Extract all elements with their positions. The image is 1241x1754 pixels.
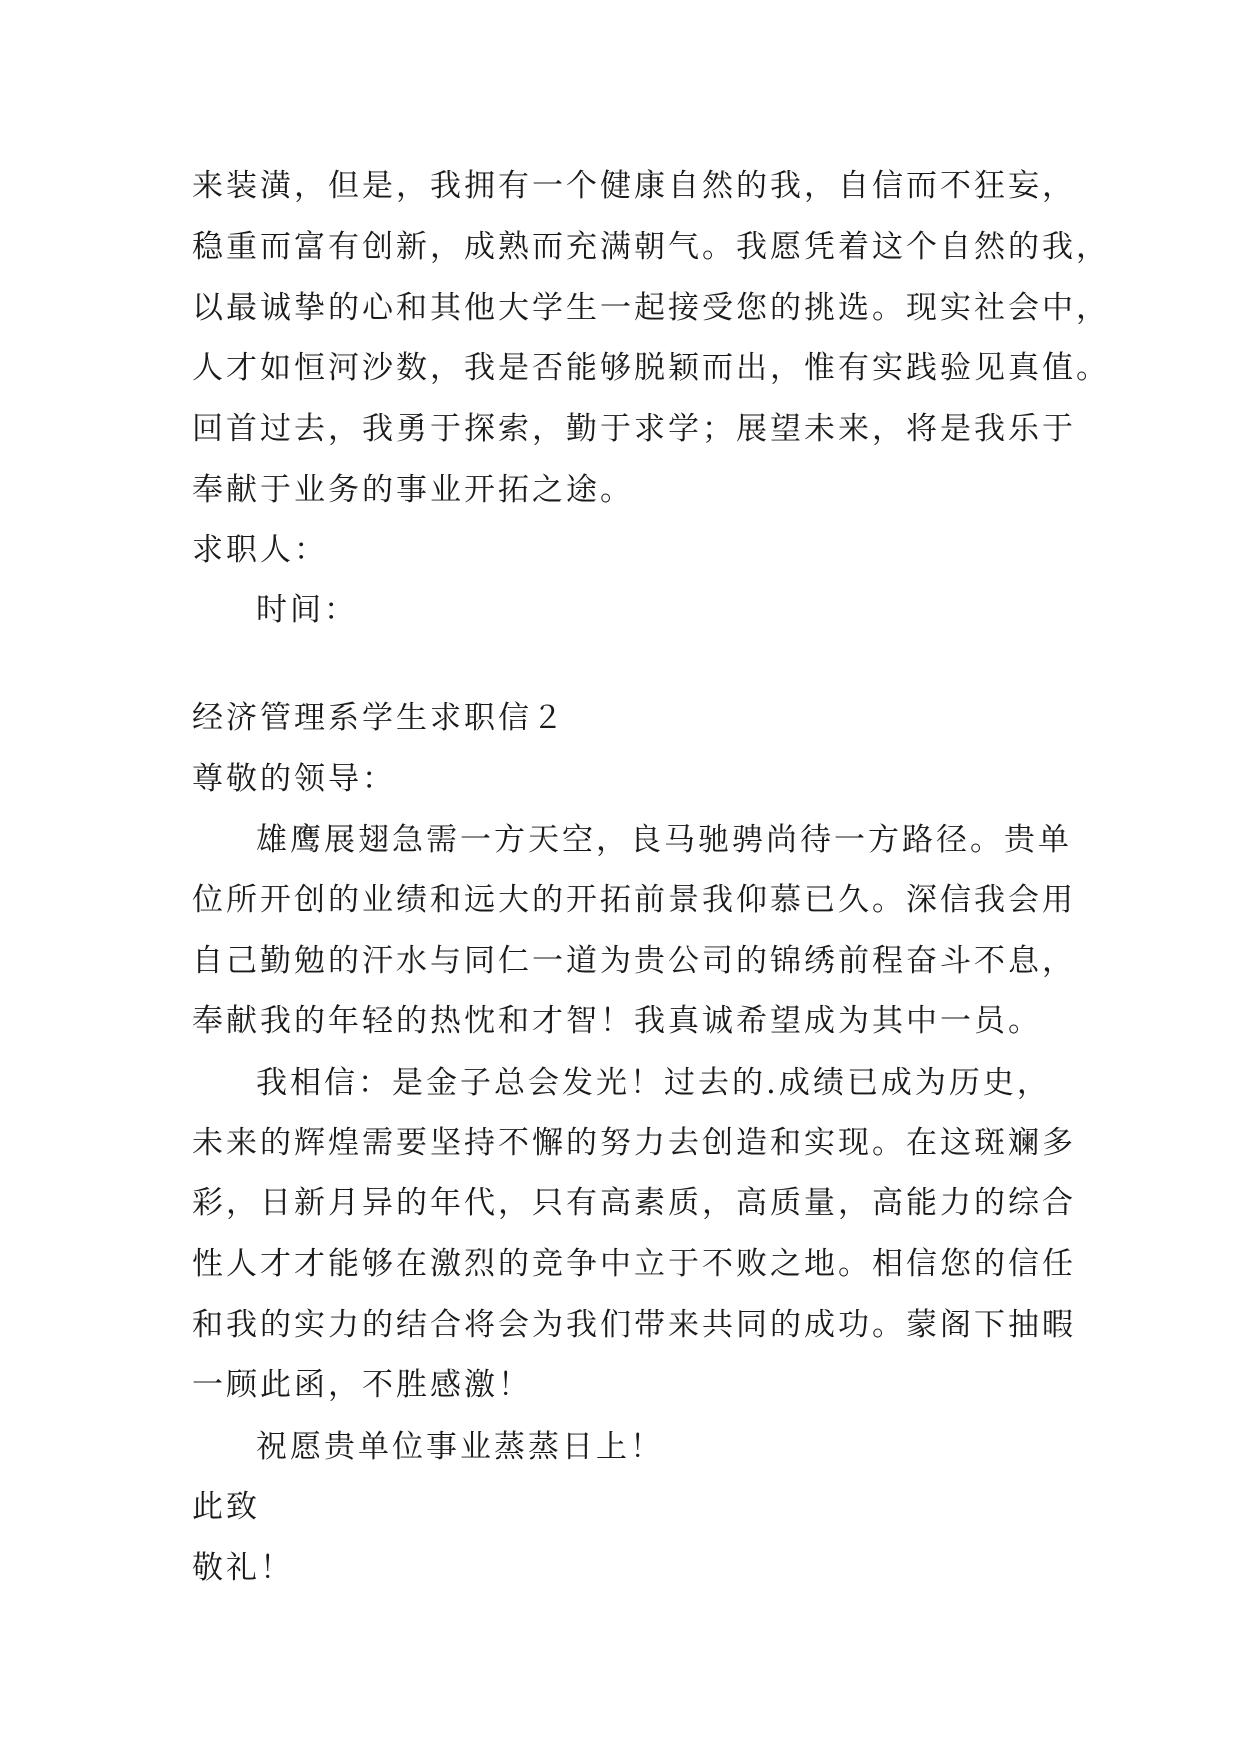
applicant-label: 求职人： (192, 532, 328, 568)
text-line: 彩，日新月异的年代，只有高素质，高质量，高能力的综合 (192, 1185, 1076, 1221)
closing-line: 此致 (192, 1489, 260, 1525)
text-line: 奉献我的年轻的热忱和才智！我真诚希望成为其中一员。 (192, 1003, 1042, 1039)
time-label: 时间： (256, 592, 358, 628)
text-line: 人才如恒河沙数，我是否能够脱颖而出，惟有实践验见真值。 (192, 350, 1110, 386)
text-line: 我相信：是金子总会发光！过去的.成绩已成为历史， (256, 1065, 1051, 1101)
text-line: 来装潢，但是，我拥有一个健康自然的我，自信而不狂妄， (192, 168, 1076, 204)
text-line: 稳重而富有创新，成熟而充满朝气。我愿凭着这个自然的我， (192, 229, 1110, 265)
salutation: 尊敬的领导： (192, 761, 396, 797)
text-line: 一顾此函，不胜感激！ (192, 1367, 532, 1403)
text-line: 奉献于业务的事业开拓之途。 (192, 472, 634, 508)
text-line: 自己勤勉的汗水与同仁一道为贵公司的锦绣前程奋斗不息， (192, 943, 1076, 979)
closing-line: 敬礼！ (192, 1550, 294, 1586)
letter-title: 经济管理系学生求职信２ (192, 700, 566, 736)
text-line: 位所开创的业绩和远大的开拓前景我仰慕已久。深信我会用 (192, 882, 1076, 918)
text-line: 回首过去，我勇于探索，勤于求学；展望未来，将是我乐于 (192, 411, 1076, 447)
text-line: 未来的辉煌需要坚持不懈的努力去创造和实现。在这斑斓多 (192, 1125, 1076, 1161)
text-line: 雄鹰展翅急需一方天空，良马驰骋尚待一方路径。贵单 (256, 822, 1072, 858)
text-line: 性人才才能够在激烈的竞争中立于不败之地。相信您的信任 (192, 1246, 1076, 1282)
text-line: 以最诚挚的心和其他大学生一起接受您的挑选。现实社会中， (192, 290, 1110, 326)
text-line: 和我的实力的结合将会为我们带来共同的成功。蒙阁下抽暇 (192, 1307, 1076, 1343)
wish-line: 祝愿贵单位事业蒸蒸日上！ (256, 1429, 664, 1465)
